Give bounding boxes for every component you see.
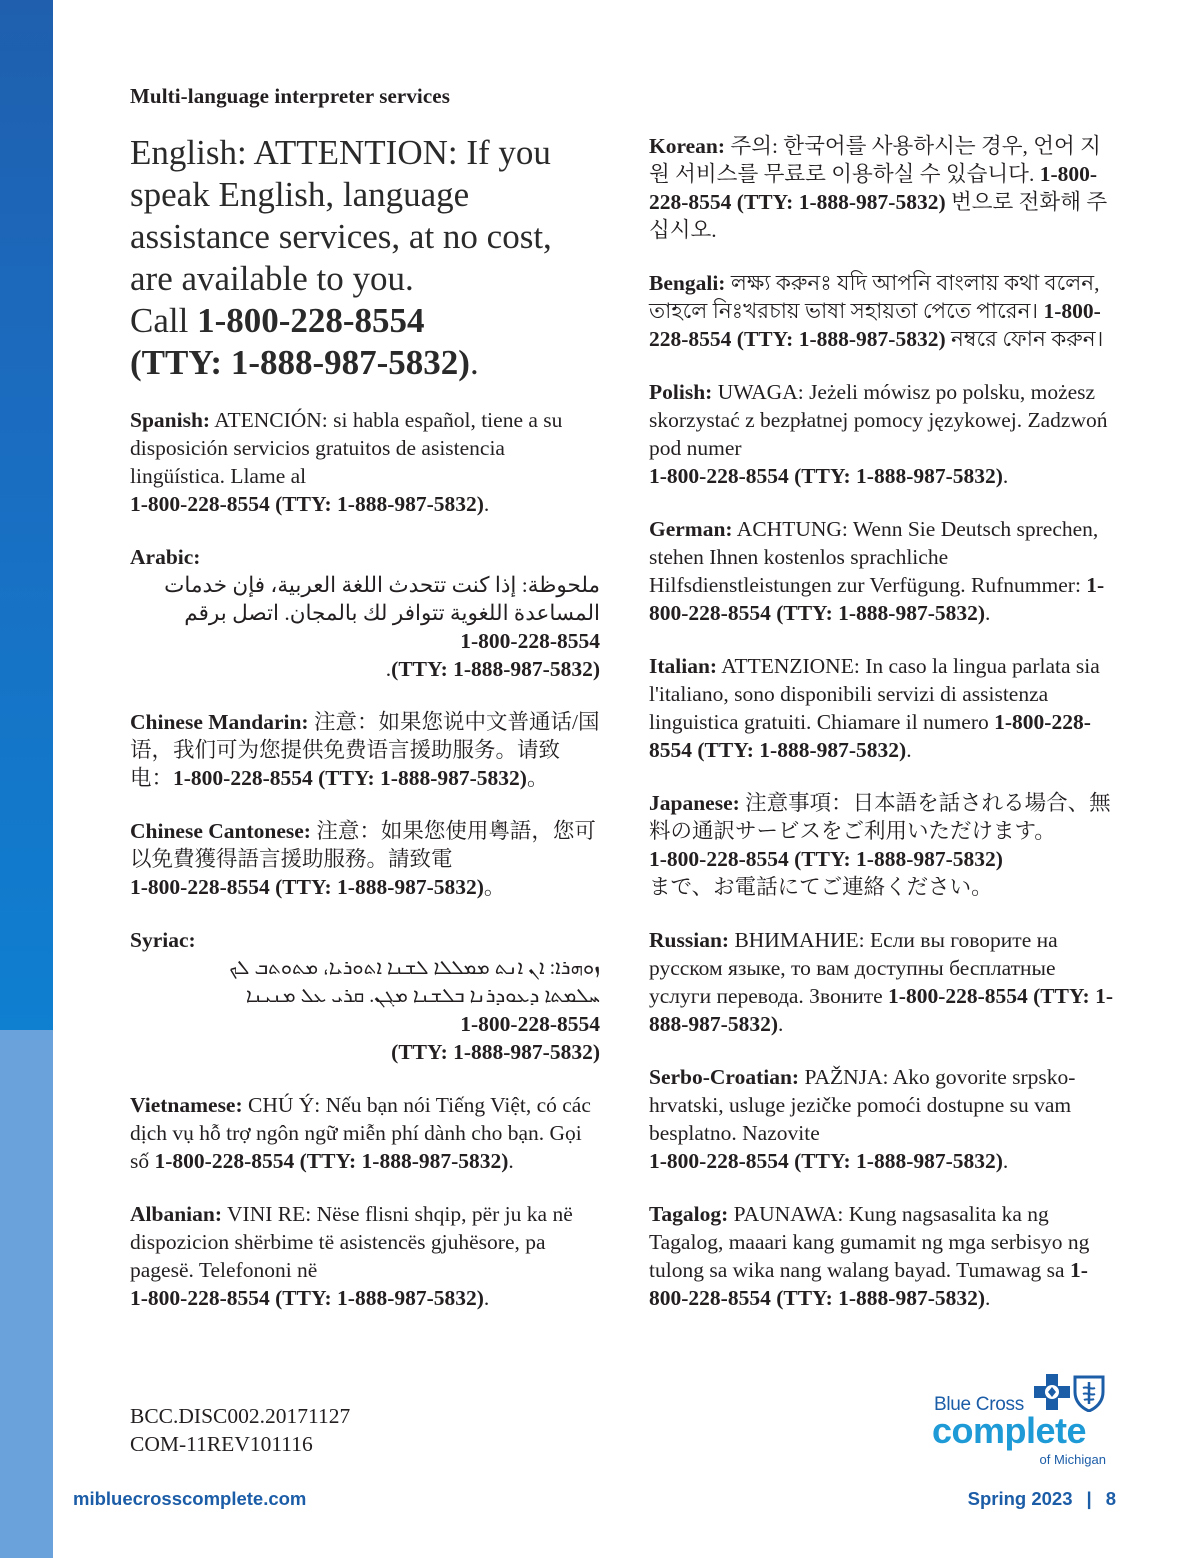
page-number: 8: [1105, 1488, 1116, 1509]
right-column: [649, 132, 1119, 1337]
language-phone: 1-800-228-8554 (TTY: 1-888-987-5832): [649, 573, 1105, 625]
language-phone: 1-800-228-8554 (TTY: 1-888-987-5832): [649, 984, 1113, 1036]
language-phone: 1-800-228-8554: [460, 1012, 600, 1036]
language-name: Polish:: [649, 380, 713, 404]
language-syriac: [130, 926, 600, 1066]
language-bengali: [649, 269, 1119, 353]
english-text: English: ATTENTION: If you speak English, language assistance services, at no cost, are available to you.: [130, 133, 552, 298]
language-name: Italian:: [649, 654, 718, 678]
document-code: COM-11REV101116: [130, 1432, 313, 1456]
language-vietnamese: [130, 1091, 600, 1175]
language-name: Vietnamese:: [130, 1093, 243, 1117]
syriac-text-line: ܙܘܗܪܐ: ܐܢ ܐܢܬ ܡܡܠܠܐ ܠܫܢܐ ܐܬܘܪܝܐ، ܡܬܘܬܒ ܠܟ: [229, 957, 600, 979]
language-name: German:: [649, 517, 733, 541]
language-tty: (TTY: 1-888-987-5832): [391, 1040, 600, 1064]
logo-line1: Blue Cross: [934, 1394, 1024, 1415]
language-end: .: [508, 1149, 514, 1173]
language-phone: 1-800-228-8554 (TTY: 1-888-987-5832): [130, 1286, 484, 1310]
shield-icon: [1072, 1374, 1106, 1412]
language-name: Bengali:: [649, 271, 726, 295]
language-phone: 1-800-228-8554 (TTY: 1-888-987-5832): [130, 875, 484, 899]
language-end: .: [483, 492, 490, 516]
sidebar-accent-top: [0, 0, 53, 1030]
english-phone: 1-800-228-8554: [197, 301, 425, 340]
language-korean: [649, 132, 1119, 244]
english-tty: (TTY: 1-888-987-5832): [130, 343, 470, 382]
language-chinese-mandarin: [130, 708, 600, 792]
language-text: ATTENZIONE: In caso la lingua parlata sia l'italiano, sono disponibili servizi di assistenza linguistica gratuiti. Chiamare il numero: [649, 654, 1100, 734]
language-name: Chinese Mandarin:: [130, 710, 309, 734]
language-phone: 1-800-228-8554 (TTY: 1-888-987-5832): [130, 492, 484, 516]
language-text: লক্ষ্য করুনঃ যদি আপনি বাংলায় কথা বলেন, তাহলে নিঃখরচায় ভাষা সহায়তা পেতে পারেন।: [649, 271, 1100, 323]
language-chinese-cantonese: [130, 817, 600, 901]
language-end: নম্বরে ফোন করুন।: [950, 327, 1104, 351]
footer-separator: |: [1086, 1488, 1092, 1509]
language-text: PAŽNJA: Ako govorite srpsko-hrvatski, usluge jezičke pomoći dostupne su vam besplatno. Nazovite: [649, 1065, 1076, 1145]
language-end: 。: [526, 766, 549, 790]
language-name: Serbo-Croatian:: [649, 1065, 800, 1089]
logo-line3: of Michigan: [1039, 1452, 1106, 1467]
language-end: .: [385, 657, 392, 681]
language-arabic: [130, 543, 600, 683]
language-phone: 1-800-228-8554 (TTY: 1-888-987-5832): [649, 464, 1003, 488]
english-end: .: [469, 343, 479, 382]
sidebar-accent-bottom: [0, 1030, 53, 1558]
arabic-body: [130, 571, 600, 683]
language-phone: 1-800-228-8554 (TTY: 1-888-987-5832): [649, 162, 1098, 214]
language-serbo-croatian: [649, 1063, 1119, 1175]
syriac-text-line: ܚܠܡܬܐ ܕܥܘܕܪܢܐ ܒܠܫܢܐ ܡܓܢ. ܩܪܝ ܥܠ ܡܢܝܢܐ: [245, 985, 600, 1007]
language-phone: 1-800-228-8554 (TTY: 1-888-987-5832): [154, 1149, 509, 1173]
logo-line2: complete: [932, 1410, 1087, 1451]
language-end: まで、お電話にてご連絡ください。: [649, 875, 993, 899]
language-phone: 1-800-228-8554 (TTY: 1-888-987-5832): [649, 1149, 1003, 1173]
language-name: Russian:: [649, 928, 730, 952]
section-title: Multi-language interpreter services: [130, 84, 450, 108]
language-italian: [649, 652, 1119, 764]
language-name: Tagalog:: [649, 1202, 729, 1226]
document-code: BCC.DISC002.20171127: [130, 1404, 351, 1428]
language-phone: 1-800-228-8554 (TTY: 1-888-987-5832): [649, 299, 1101, 351]
language-text: UWAGA: Jeżeli mówisz po polsku, możesz skorzystać z bezpłatnej pomocy językowej. Zadzwoń pod numer: [649, 380, 1108, 460]
language-text: VINI RE: Nëse flisni shqip, për ju ka në dispozicion shërbime të asistencës gjuhësore, pa pagesë. Telefononi në: [130, 1202, 573, 1282]
language-german: [649, 515, 1119, 627]
language-end: .: [1002, 464, 1009, 488]
language-text: PAUNAWA: Kung nagsasalita ka ng Tagalog, maaari kang gumamit ng mga serbisyo ng tulong sa wika nang walang bayad. Tumawag sa: [649, 1202, 1090, 1282]
language-end: .: [1002, 1149, 1009, 1173]
english-call: Call: [130, 301, 189, 340]
language-phone: 1-800-228-8554 (TTY: 1-888-987-5832): [173, 766, 527, 790]
left-column: [130, 406, 600, 1337]
language-name: Korean:: [649, 134, 726, 158]
language-end: .: [985, 601, 991, 625]
language-japanese: [649, 789, 1119, 901]
language-text: ВНИМАНИЕ: Если вы говорите на русском языке, то вам доступны бесплатные услуги перевода. Звоните: [649, 928, 1058, 1008]
document-codes: [130, 1402, 350, 1458]
language-russian: [649, 926, 1119, 1038]
language-text: 注意事項：日本語を話される場合、無料の通訳サービスをご利用いただけます。: [649, 791, 1111, 843]
language-phone: 1-800-228-8554 (TTY: 1-888-987-5832): [649, 1258, 1088, 1310]
language-name: Albanian:: [130, 1202, 223, 1226]
footer-season: Spring 2023: [967, 1488, 1073, 1509]
footer-url[interactable]: mibluecrosscomplete.com: [73, 1488, 307, 1509]
language-name: Japanese:: [649, 791, 740, 815]
language-end: .: [777, 1012, 784, 1036]
language-name: Syriac:: [130, 928, 196, 952]
language-end: 번으로 전화해 주십시오.: [649, 190, 1108, 242]
language-text: CHÚ Ý: Nếu bạn nói Tiếng Việt, có các dịch vụ hỗ trợ ngôn ngữ miễn phí dành cho bạn. Gọi số: [130, 1093, 591, 1173]
language-text: 주의: 한국어를 사용하시는 경우, 언어 지원 서비스를 무료로 이용하실 수 있습니다.: [649, 134, 1101, 186]
blue-cross-complete-logo: [930, 1372, 1110, 1472]
language-phone: 1-800-228-8554 (TTY: 1-888-987-5832): [649, 710, 1091, 762]
language-albanian: [130, 1200, 600, 1312]
english-notice: [130, 132, 600, 384]
language-tagalog: [649, 1200, 1119, 1312]
language-phone: 1-800-228-8554 (TTY: 1-888-987-5832): [649, 847, 1003, 871]
language-spanish: [130, 406, 600, 518]
language-end: .: [985, 1286, 991, 1310]
page-footer: [73, 1488, 1116, 1514]
language-end: 。: [483, 875, 506, 899]
language-text: ATENCIÓN: si habla español, tiene a su disposición servicios gratuitos de asistencia lingüística. Llame al: [130, 408, 563, 488]
language-name: Chinese Cantonese:: [130, 819, 311, 843]
language-tty: (TTY: 1-888-987-5832): [391, 657, 600, 681]
language-text: 注意：如果您说中文普通话/国语，我们可为您提供免费语言援助服务。请致电：: [130, 710, 600, 790]
cross-icon: [1034, 1374, 1070, 1410]
language-text: ACHTUNG: Wenn Sie Deutsch sprechen, stehen Ihnen kostenlos sprachliche Hilfsdienstleistungen zur Verfügung. Rufnummer:: [649, 517, 1099, 597]
language-text: 注意：如果您使用粵語，您可以免費獲得語言援助服務。請致電: [130, 819, 596, 871]
language-text: ملحوظة: إذا كنت تتحدث اللغة العربية، فإن خدمات المساعدة اللغوية تتوافر لك بالمجان. اتصل برقم: [164, 573, 600, 625]
language-end: .: [483, 1286, 490, 1310]
language-end: .: [906, 738, 912, 762]
language-phone: 1-800-228-8554: [460, 629, 600, 653]
language-polish: [649, 378, 1119, 490]
footer-right: [968, 1488, 1116, 1510]
language-name: Arabic:: [130, 545, 201, 569]
language-name: Spanish:: [130, 408, 211, 432]
